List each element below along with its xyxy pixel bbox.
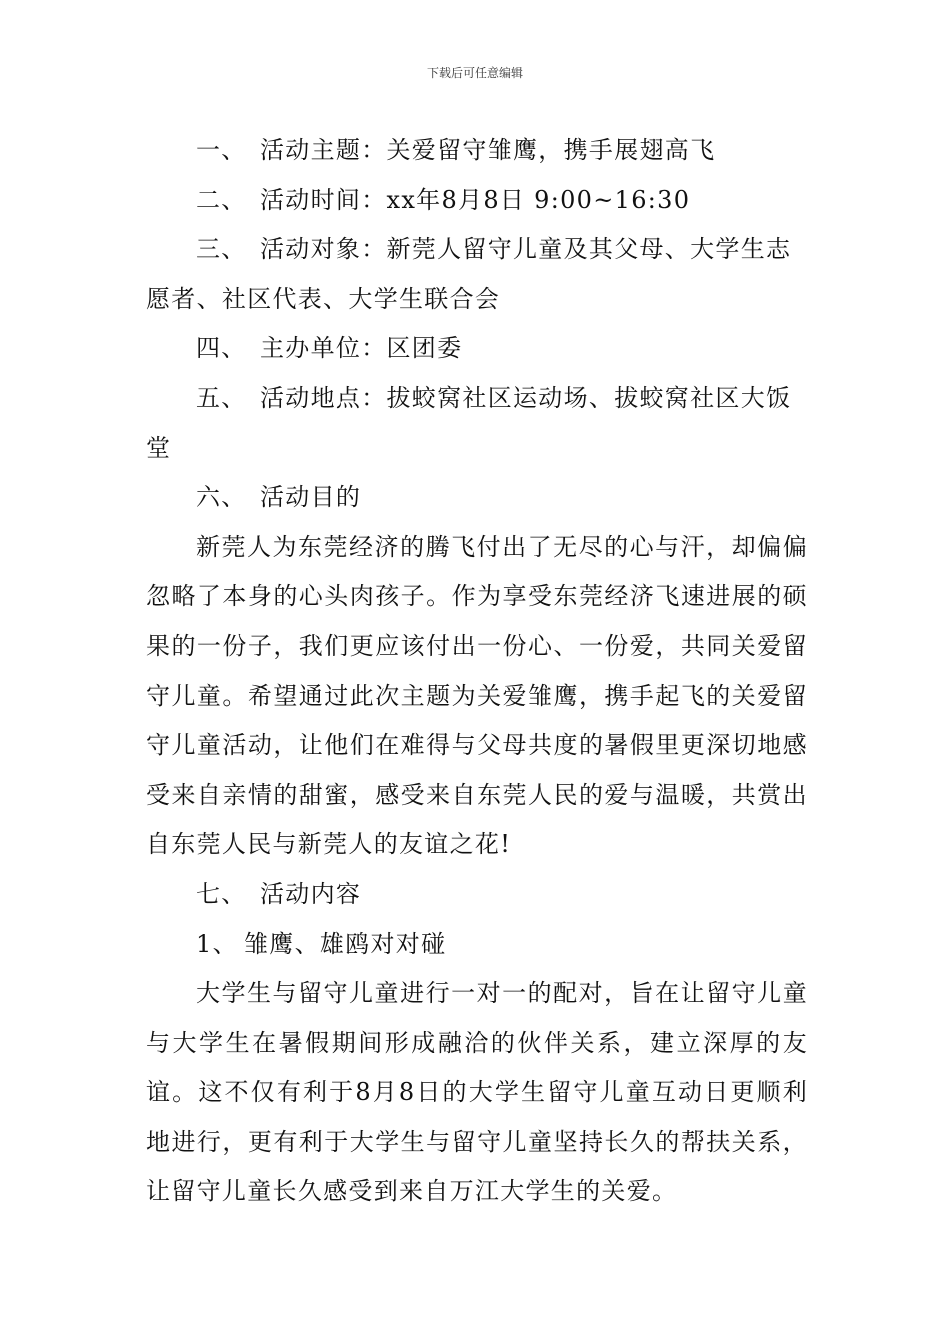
- section-text: 主办单位：区团委: [260, 334, 463, 363]
- section-organizer: [146, 324, 808, 374]
- section-text: 活动内容: [260, 879, 362, 908]
- section-number: 四、: [196, 334, 247, 363]
- subsection-text: 雏鹰、雄鸥对对碰: [244, 929, 447, 958]
- document-body: [146, 126, 808, 1217]
- page-header-note: 下载后可任意编辑: [426, 66, 523, 80]
- section-number: 七、: [196, 879, 247, 908]
- section-number: 五、: [196, 383, 247, 412]
- section-text: 活动主题：关爱留守雏鹰，携手展翅高飞: [260, 136, 716, 164]
- section-text: 活动时间：xx年8月8日 9:00~16:30: [260, 185, 691, 214]
- section-audience-continuation: 愿者、社区代表、大学生联合会: [146, 284, 501, 313]
- subsection-pairing: [146, 920, 808, 970]
- purpose-paragraph: 新莞人为东莞经济的腾飞付出了无尽的心与汗，却偏偏忽略了本身的心头肉孩子。作为享受东莞经济飞速进展的硕果的一份子，我们更应该付出一份心、一份爱，共同关爱留守儿童。希望通过此次主题为关爱雏鹰，携手起飞的关爱留守儿童活动，让他们在难得与父母共度的暑假里更深切地感受来自亲情的甜蜜，感受来自东莞人民的爱与温暖，共赏出自东莞人民与新莞人的友谊之花!: [146, 532, 808, 859]
- section-text: 活动对象：新莞人留守儿童及其父母、大学生志: [260, 235, 792, 264]
- section-venue: [146, 374, 808, 424]
- section-number: 三、: [196, 235, 247, 264]
- section-number: 二、: [196, 185, 247, 214]
- section-text: 活动地点：拔蛟窝社区运动场、拔蛟窝社区大饭: [260, 383, 792, 412]
- section-number: 一、: [196, 136, 247, 164]
- section-number: 六、: [196, 483, 247, 512]
- section-theme: [146, 126, 808, 176]
- subsection-number: 1、: [196, 929, 238, 958]
- section-venue-continuation: 堂: [146, 433, 172, 462]
- section-content: [146, 870, 808, 920]
- section-audience: [146, 225, 808, 275]
- section-time: [146, 176, 808, 226]
- section-purpose: [146, 473, 808, 523]
- pairing-paragraph: 大学生与留守儿童进行一对一的配对，旨在让留守儿童与大学生在暑假期间形成融洽的伙伴关系，建立深厚的友谊。这不仅有利于8月8日的大学生留守儿童互动日更顺利地进行，更有利于大学生与留守儿童坚持长久的帮扶关系，让留守儿童长久感受到来自万江大学生的关爱。: [146, 979, 808, 1206]
- section-text: 活动目的: [260, 483, 362, 512]
